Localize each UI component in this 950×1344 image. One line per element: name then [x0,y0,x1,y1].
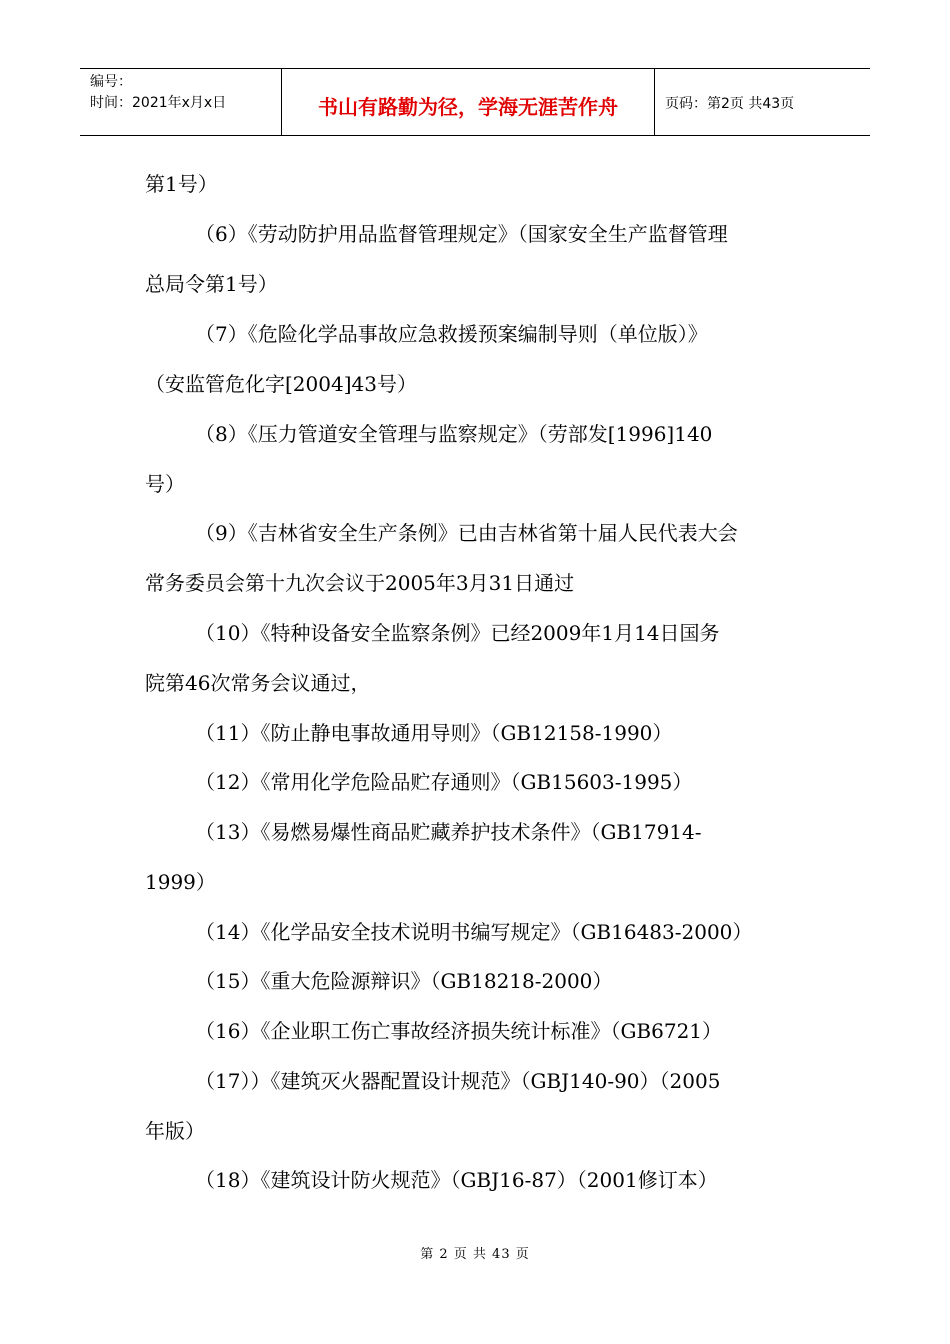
header-meta [80,69,282,135]
text-line: （17））《建筑灭火器配置设计规范》（GBJ140-90）（2005 [195,1069,721,1093]
text-line: （8）《压力管道安全管理与监察规定》（劳部发[1996]140 [195,422,713,446]
text-line: （安监管危化字[2004]43号） [145,372,417,396]
text-line: 第1号） [145,172,218,196]
header-page-info: 页码：第2页 共43页 [665,96,795,112]
text-line: 院第46次常务会议通过， [145,671,371,695]
text-line: （12）《常用化学危险品贮存通则》（GB15603-1995） [195,770,693,794]
text-line: （16）《企业职工伤亡事故经济损失统计标准》（GB6721） [195,1019,723,1043]
text-line: （6）《劳动防护用品监督管理规定》（国家安全生产监督管理 [195,222,728,246]
text-line: 1999） [145,870,216,894]
text-line: 总局令第1号） [145,272,278,296]
page-header [80,68,870,136]
page-footer: 第 2 页 共 43 页 [420,1247,530,1262]
text-line: （13）《易燃易爆性商品贮藏养护技术条件》（GB17914- [195,820,702,844]
text-line: 年版） [145,1119,205,1143]
text-line: （18）《建筑设计防火规范》（GBJ16-87）（2001修订本） [195,1168,718,1192]
text-line: （7）《危险化学品事故应急救援预案编制导则（单位版）》 [195,322,708,346]
text-line: （15）《重大危险源辩识》（GB18218-2000） [195,969,613,993]
text-line: （9）《吉林省安全生产条例》已由吉林省第十届人民代表大会 [195,521,738,545]
text-line: （11）《防止静电事故通用导则》（GB12158-1990） [195,721,673,745]
document-number-label: 编号： [90,74,132,90]
header-motto: 书山有路勤为径，学海无涯苦作舟 [282,69,655,135]
text-line: （14）《化学品安全技术说明书编写规定》（GB16483-2000） [195,920,753,944]
text-line: 常务委员会第十九次会议于2005年3月31日通过 [145,571,575,595]
document-time: 时间：2021年x月x日 [90,95,227,111]
text-line: 号） [145,472,185,496]
text-line: （10）《特种设备安全监察条例》已经2009年1月14日国务 [195,621,720,645]
